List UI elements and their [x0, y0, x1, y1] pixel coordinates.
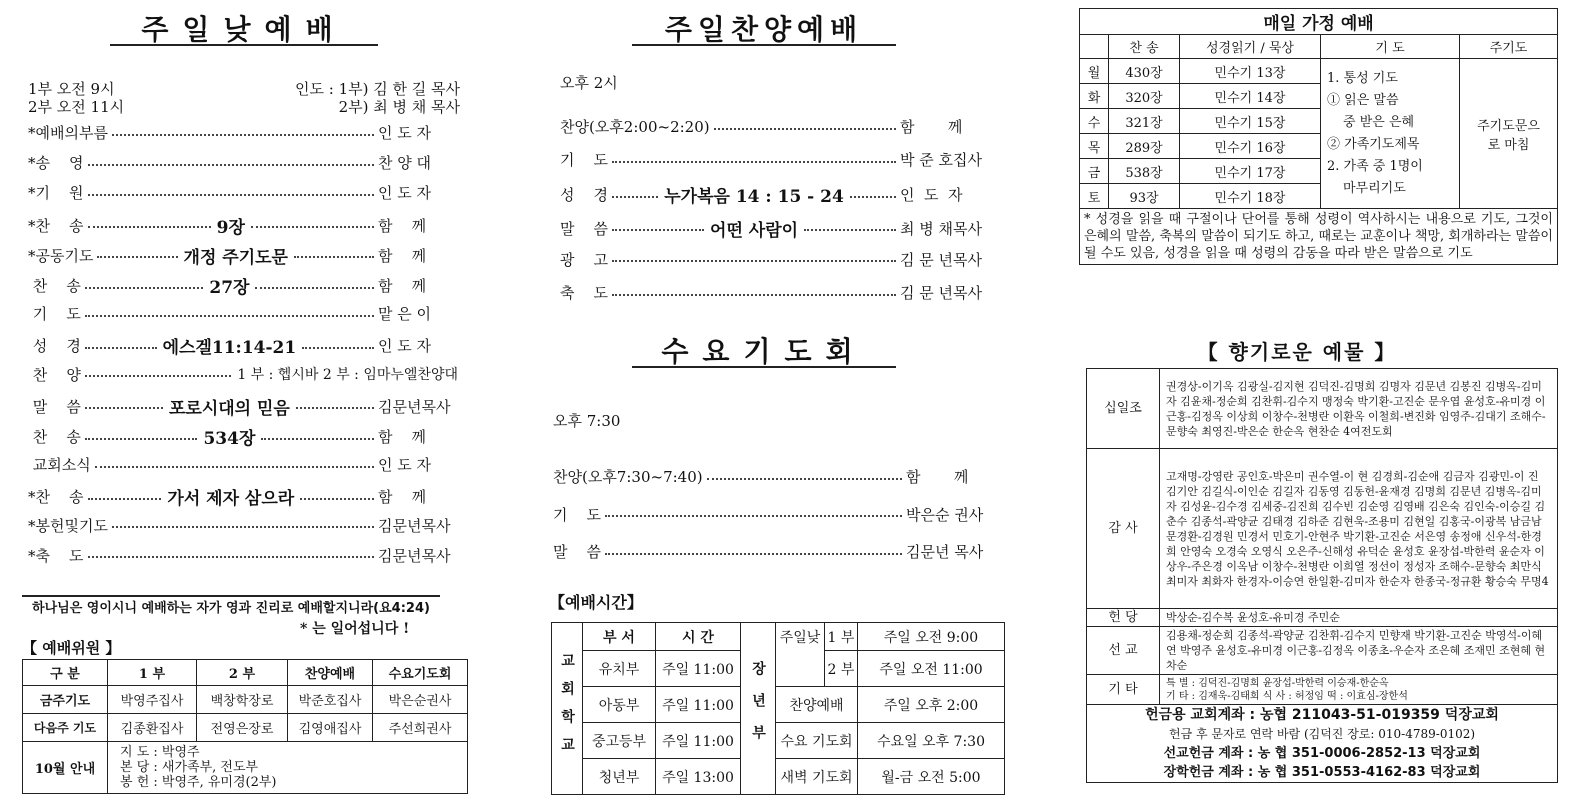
school-time: 주일 13:00: [656, 759, 741, 795]
leader-dots: [112, 526, 374, 528]
school-header: 시 간: [656, 623, 741, 651]
family-hymn: 430장: [1109, 59, 1180, 84]
item-responsible: 인 도 자: [378, 456, 432, 475]
october-info: [108, 742, 468, 794]
item-responsible: 김문년목사: [378, 516, 451, 535]
daily-family-title: 매일 가정 예배: [1080, 9, 1558, 35]
family-reading: 민수기 16장: [1180, 134, 1321, 159]
item-label: *공동기도: [28, 246, 94, 265]
leader-dots: [707, 478, 902, 480]
item-content: 에스겔11:14-21: [162, 338, 297, 359]
adult-part: 2 부: [825, 651, 858, 687]
title-underline: [632, 366, 896, 368]
service-item: [28, 243, 460, 268]
school-time: 주일 11:00: [656, 651, 741, 687]
service-item: [28, 122, 460, 143]
item-label: *기 원: [28, 184, 84, 203]
praise-service-title: 주일찬양예배: [664, 13, 864, 46]
worship-committee-title: 【 예배위원 】: [22, 639, 121, 657]
leader-dots: [300, 498, 374, 500]
school-time: 주일 11:00: [656, 723, 741, 759]
item-label: *예배의부름: [28, 124, 108, 142]
item-label: 찬 송: [28, 428, 81, 446]
first-service-time: 1부 오전 9시: [28, 80, 115, 98]
prayer-line: ② 가족기도제목: [1327, 136, 1420, 152]
service-item: [28, 303, 460, 324]
item-content: 포로시대의 믿음: [168, 398, 290, 419]
service-times-title: 【예배시간】: [549, 593, 643, 612]
sunday-service-title: 주일낮예배: [141, 13, 347, 46]
sunday-label: 주일낮: [776, 623, 825, 651]
offering-label: 선 교: [1087, 627, 1160, 675]
wednesday-time: 오후 7:30: [553, 412, 621, 430]
item-content: 9장: [216, 217, 245, 238]
item-label: *축 도: [28, 546, 84, 565]
prayer-line: 중 받은 은혜: [1343, 114, 1415, 130]
family-header: 찬 송: [1109, 35, 1180, 59]
lords-prayer: [1460, 59, 1558, 209]
family-reading: 민수기 14장: [1180, 84, 1321, 109]
item-responsible: 인 도 자: [378, 337, 432, 356]
committee-cell: 박영주집사: [108, 686, 197, 714]
service-item: [28, 273, 460, 298]
leader-dots: [88, 556, 374, 558]
offering-names: 권경상-이기옥 김광실-김지현 김덕진-김명희 김명자 김문년 김봉진 김병옥-김미자 김윤채-정순희 김찬휘-김수지 맹정숙 박기환-고진순 문우엽 윤성호-유미경 이근홍-김정옥 이상희 이창수-천병란 이환옥 이철희-변진화 임영주-김대기 조해수-문향숙 최영진-박은순 한순옥 현찬순 4여전도회: [1160, 369, 1558, 449]
item-responsible: 김 문 년목사: [900, 250, 982, 269]
leader-dots: [612, 229, 704, 231]
service-item: [553, 466, 998, 487]
service-item: [560, 216, 998, 241]
adult-part: 새벽 기도회: [776, 759, 858, 795]
family-hymn: 93장: [1109, 184, 1180, 209]
service-item: [553, 541, 998, 562]
accounts-box: [1087, 705, 1558, 783]
item-responsible: 함 께: [378, 246, 427, 265]
leader-dots: [251, 226, 374, 228]
service-item: [28, 394, 460, 419]
service-item: [28, 454, 460, 475]
offering-names: 고재명-강영란 공인호-박은미 권수열-이 현 김경희-김순애 김금자 김광민-이 진 김기안 김길식-이인순 김길자 김동영 김동헌-윤재경 김명희 김문년 김병옥-김미자 김성윤-김수경 김세중-김진희 김수빈 김순영 김영배 김은숙 김인숙-이승길 김춘수 김종석-곽양균 김태경 김하준 김현욱-조용미 김현일 김홍국-이광복 남금남 문경환-김경원 민경서 민호기-안현주 박기환-고진순 서은영 송정애 신우석-한경희 안영숙 오경숙 오영식 오은주-신해성 유덕순 윤성호 윤장섭-박한력 윤순자 이상우-주은경 이옥남 이창수-천병란 이희열 정선이 정성자 조해수-문향숙 최만식 최미자 최화자 한경자-이승연 한일환-김미자 한순자 한종국-정규환 황승숙 무명4: [1160, 449, 1558, 609]
leader-dots: [97, 256, 177, 258]
committee-header: 찬양예배: [288, 660, 373, 686]
family-hymn: 320장: [1109, 84, 1180, 109]
family-day: 목: [1080, 134, 1109, 159]
item-responsible: 함 께: [378, 216, 427, 235]
committee-header: 구 분: [23, 660, 108, 686]
october-line: 봉 헌 : 박영주, 유미경(2부): [120, 775, 277, 790]
school-dept: 아동부: [583, 687, 656, 723]
leader-dots: [605, 515, 902, 517]
october-label: 10월 안내: [23, 742, 108, 794]
leader-dots: [294, 256, 374, 258]
sunday-label-blank: [776, 651, 825, 687]
prayer-line: ① 읽은 말씀: [1327, 92, 1399, 108]
item-responsible: 김 문 년목사: [900, 284, 982, 302]
family-reading: 민수기 15장: [1180, 109, 1321, 134]
item-label: 찬양(오후7:30~7:40): [553, 468, 703, 486]
item-responsible: 함 께: [906, 468, 969, 486]
prayer-line: 1. 통성 기도: [1327, 70, 1398, 86]
item-label: 찬 송: [28, 277, 81, 295]
leader-dots: [85, 375, 231, 377]
leader-dots: [85, 407, 163, 409]
family-header: 주기도: [1460, 35, 1558, 59]
school-dept: 중고등부: [583, 723, 656, 759]
scholarship-account: 장학헌금 계좌 : 농 협 351-0553-4162-83 덕장교회: [1163, 764, 1481, 780]
service-item: [560, 116, 998, 137]
leader-dots: [95, 466, 374, 468]
item-content: 27장: [209, 278, 250, 298]
item-label: 말 씀: [553, 543, 602, 561]
worship-committee-table: [22, 659, 468, 794]
service-item: [560, 182, 998, 207]
committee-header: 2 부: [197, 660, 288, 686]
item-content: 1 부 : 헵시바 2 부 : 임마누엘찬양대: [237, 367, 458, 384]
service-times-table: [551, 622, 1005, 795]
leader-dots: [302, 347, 374, 349]
leader-second: 2부) 최 병 채 목사: [338, 98, 460, 116]
family-hymn: 321장: [1109, 109, 1180, 134]
item-label: *찬 송: [28, 216, 84, 235]
committee-header: 수요기도회: [373, 660, 468, 686]
adult-time: 수요일 오후 7:30: [858, 723, 1005, 759]
item-responsible: 최 병 채목사: [900, 219, 982, 238]
service-item: [28, 364, 460, 385]
leader-dots: [612, 260, 896, 262]
item-label: *봉헌및기도: [28, 516, 108, 535]
church-school-label: [552, 623, 583, 795]
service-item: [560, 282, 998, 303]
family-reading: 민수기 13장: [1180, 59, 1321, 84]
offering-label: 헌 당: [1087, 609, 1160, 627]
school-time: 주일 11:00: [656, 687, 741, 723]
second-service-time: 2부 오전 11시: [28, 98, 125, 116]
family-hymn: 538장: [1109, 159, 1180, 184]
leader-dots: [612, 294, 896, 296]
leader-dots: [605, 553, 902, 555]
committee-row-label: 다음주 기도: [23, 714, 108, 742]
other-line: 기 타 : 김재욱-김태희 식 사 : 허정임 떡 : 이효심-장한석: [1166, 690, 1408, 702]
leader-dots: [85, 438, 198, 440]
school-dept: 청년부: [583, 759, 656, 795]
item-label: 교회소식: [28, 456, 91, 475]
offerings-title: 【 향기로운 예물 】: [1197, 340, 1397, 364]
verse-text: 하나님은 영이시니 예배하는 자가 영과 진리로 예배할지니라(요4:24): [32, 601, 430, 616]
prayer-line: 2. 가족 중 1명이: [1327, 158, 1423, 174]
leader-dots: [714, 128, 896, 130]
adult-time: 주일 오후 2:00: [858, 687, 1005, 723]
committee-cell: 김영애집사: [288, 714, 373, 742]
family-header: 기 도: [1321, 35, 1460, 59]
item-responsible: 함 께: [378, 277, 427, 295]
leader-dots: [612, 161, 896, 163]
offering-label: 기 타: [1087, 675, 1160, 705]
family-reading: 민수기 17장: [1180, 159, 1321, 184]
item-content: 가서 제자 삼으라: [167, 489, 295, 510]
service-item: [28, 182, 460, 203]
item-responsible: 함 께: [900, 118, 963, 136]
service-item: [28, 424, 460, 449]
october-line: 본 당 : 새가족부, 전도부: [120, 760, 259, 775]
contact-info: 헌금 후 문자로 연락 바람 (김덕진 장로: 010-4789-0102): [1168, 726, 1476, 741]
item-responsible: 인 도 자: [900, 186, 963, 205]
leader-dots: [88, 226, 211, 228]
wednesday-prayer-title: 수요기도회: [661, 335, 867, 368]
item-responsible: 함 께: [378, 488, 427, 507]
offering-names: 김용채-정순희 김종석-곽양균 김찬휘-김수지 민향재 박기환-고진순 박영석-이혜연 박영주 윤성호-유미경 이근홍-김정옥 이종초-우순자 조은혜 조재민 조현혜 현차순: [1160, 627, 1558, 675]
leader-dots: [112, 134, 374, 136]
service-item: [560, 249, 998, 270]
family-header: [1080, 35, 1109, 59]
offering-label: 감 사: [1087, 449, 1160, 609]
family-note: * 성경을 읽을 때 구절이나 단어를 통해 성령이 역사하시는 내용으로 기도, 그것이 은혜의 말씀, 축복의 말씀이 되기도 하고, 때로는 교훈이나 책망, 회개하라는 말씀이 될 수도 있음, 성경을 읽을 때 성령의 감동을 따라 받은 말씀으로 기도: [1080, 209, 1558, 265]
family-prayer: [1321, 59, 1460, 209]
item-responsible: 김문년 목사: [906, 543, 984, 561]
adult-part: 수요 기도회: [776, 723, 858, 759]
family-day: 월: [1080, 59, 1109, 84]
offerings-table: [1086, 368, 1558, 783]
item-content: 누가복음 14 : 15 - 24: [664, 187, 844, 208]
committee-row-label: 금주기도: [23, 686, 108, 714]
service-item: [28, 213, 460, 238]
leader-dots: [261, 438, 374, 440]
school-header: 부 서: [583, 623, 656, 651]
adult-time: 주일 오전 11:00: [858, 651, 1005, 687]
service-item: [28, 333, 460, 358]
adult-text: 장년부: [750, 660, 766, 757]
offering-other: [1160, 675, 1558, 705]
item-label: *찬 송: [28, 488, 84, 507]
item-label: 기 도: [560, 151, 609, 170]
service-item: [28, 484, 460, 509]
title-underline: [110, 44, 378, 46]
prayer-line: 마무리기도: [1343, 180, 1406, 196]
lords-prayer-text: 주기도문으로 마침: [1477, 118, 1540, 153]
committee-cell: 박은순권사: [373, 686, 468, 714]
adult-time: 주일 오전 9:00: [858, 623, 1005, 651]
offering-label: 십일조: [1087, 369, 1160, 449]
family-day: 수: [1080, 109, 1109, 134]
item-label: 말 씀: [560, 219, 609, 238]
committee-cell: 전영은장로: [197, 714, 288, 742]
leader-dots: [88, 498, 162, 500]
committee-header: 1 부: [108, 660, 197, 686]
daily-family-table: [1079, 8, 1558, 265]
leader-dots: [88, 164, 374, 166]
item-content: 개정 주기도문: [183, 247, 288, 268]
leader-dots: [85, 347, 157, 349]
family-hymn: 289장: [1109, 134, 1180, 159]
item-label: 성 경: [560, 186, 609, 205]
church-school-text: 교회학교: [559, 652, 575, 765]
leader-dots: [850, 196, 896, 198]
committee-cell: 주선희권사: [373, 714, 468, 742]
family-day: 금: [1080, 159, 1109, 184]
item-responsible: 인 도 자: [378, 124, 432, 142]
item-content: 어떤 사람이: [710, 220, 799, 241]
leader-dots: [85, 315, 374, 317]
item-label: 성 경: [28, 337, 81, 356]
item-label: 기 도: [553, 505, 602, 524]
item-responsible: 찬 양 대: [378, 154, 432, 173]
committee-cell: 김종환집사: [108, 714, 197, 742]
item-responsible: 인 도 자: [378, 184, 432, 203]
praise-service-time: 오후 2시: [560, 74, 618, 92]
item-responsible: 박 준 호집사: [900, 151, 982, 170]
adult-part: 찬양예배: [776, 687, 858, 723]
leader-dots: [804, 229, 896, 231]
family-day: 화: [1080, 84, 1109, 109]
item-label: 찬 양: [28, 365, 81, 384]
service-item: [28, 515, 460, 536]
leader-dots: [88, 194, 374, 196]
title-underline: [632, 44, 896, 46]
leader-dots: [296, 407, 374, 409]
committee-cell: 백창학장로: [197, 686, 288, 714]
october-line: 지 도 : 박영주: [120, 745, 200, 760]
item-responsible: 박은순 권사: [906, 505, 984, 524]
item-label: 기 도: [28, 305, 81, 324]
item-responsible: 김문년목사: [378, 397, 451, 416]
family-day: 토: [1080, 184, 1109, 209]
item-responsible: 김문년목사: [378, 546, 451, 565]
school-dept: 유치부: [583, 651, 656, 687]
mission-account: 선교헌금 계좌 : 농 협 351-0006-2852-13 덕장교회: [1163, 745, 1481, 761]
leader-dots: [612, 196, 658, 198]
adult-part: 1 부: [825, 623, 858, 651]
adult-time: 월-금 오전 5:00: [858, 759, 1005, 795]
item-responsible: 맡 은 이: [378, 305, 432, 324]
item-label: 축 도: [560, 284, 609, 302]
family-header: 성경읽기 / 묵상: [1180, 35, 1321, 59]
committee-cell: 박준호집사: [288, 686, 373, 714]
leader-first: 인도 : 1부) 김 한 길 목사: [295, 80, 460, 98]
item-label: 찬양(오후2:00~2:20): [560, 118, 710, 136]
item-content: 534장: [203, 429, 256, 449]
offering-names: 박상순-김수복 윤성호-유미경 주민순: [1160, 609, 1558, 627]
service-item: [28, 545, 460, 566]
item-label: 말 씀: [28, 397, 81, 416]
church-account: 헌금용 교회계좌 : 농협 211043-51-019359 덕장교회: [1145, 706, 1499, 723]
item-label: 광 고: [560, 250, 609, 269]
service-item: [28, 152, 460, 173]
item-responsible: 함 께: [378, 428, 427, 446]
adult-label: [741, 623, 776, 795]
item-label: *송 영: [28, 154, 84, 173]
leader-dots: [255, 287, 374, 289]
service-item: [560, 149, 998, 170]
family-reading: 민수기 18장: [1180, 184, 1321, 209]
service-item: [553, 504, 998, 525]
other-line: 특 별 : 김덕진-김명희 윤장섭-박한력 이승재-한순옥: [1166, 677, 1389, 689]
stand-note: * 는 일어섭니다 !: [300, 621, 410, 637]
leader-dots: [85, 287, 204, 289]
